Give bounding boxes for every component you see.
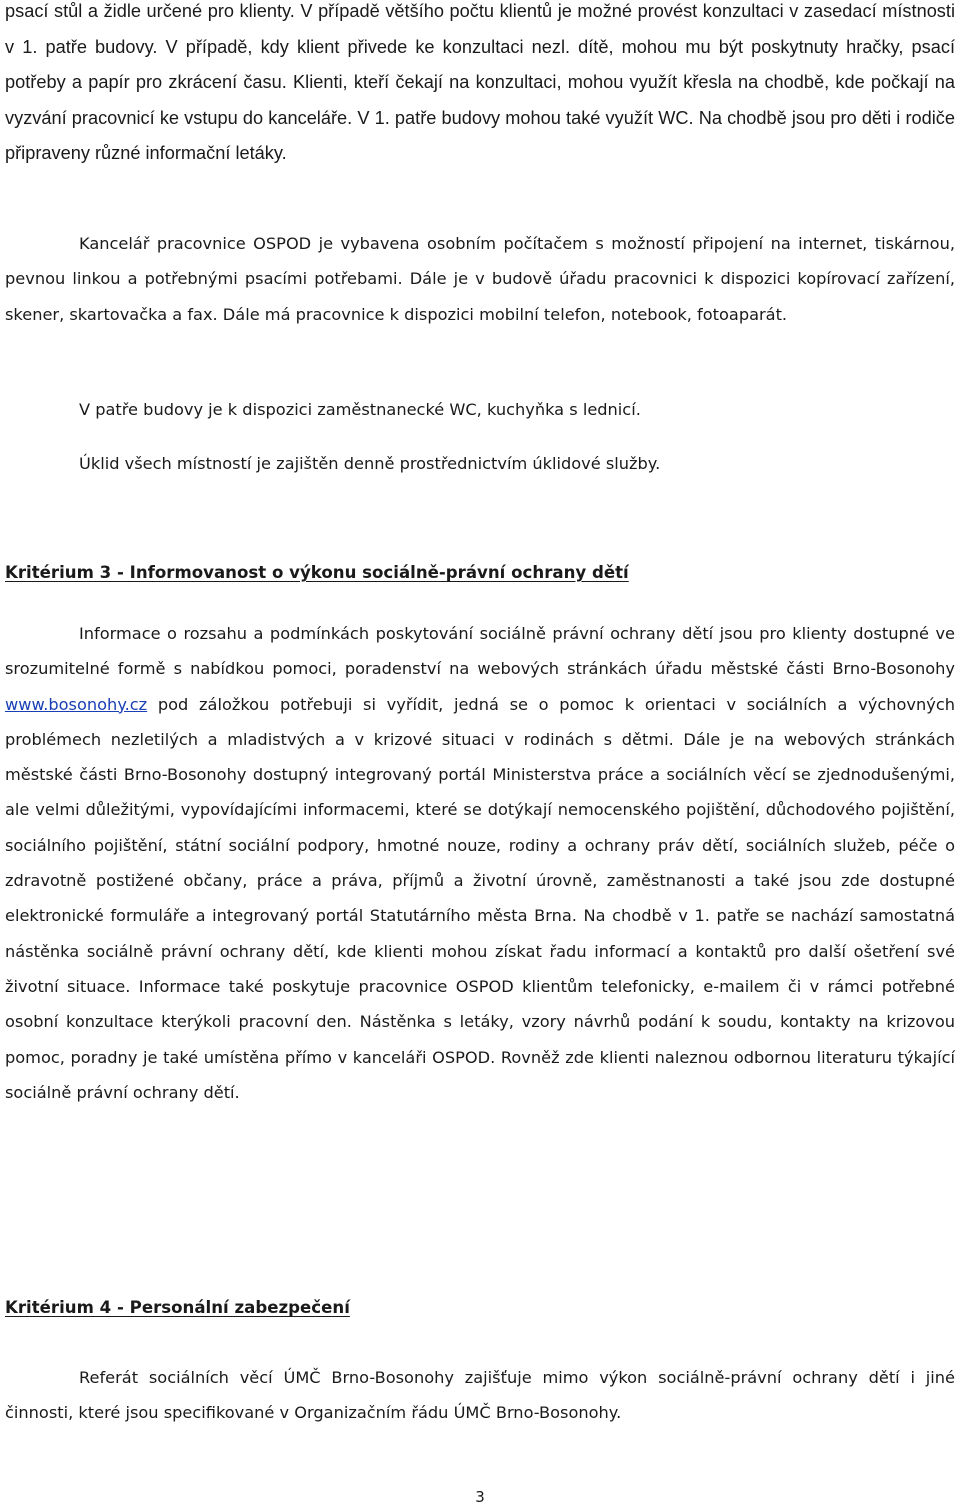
criterion-4-paragraph: Referát sociálních věcí ÚMČ Brno-Bosonohy zajišťuje mimo výkon sociálně-právní ochrany dětí i jiné činnosti, které jsou specifikované v Organizačním řádu ÚMČ Brno-Bosonohy. bbox=[5, 1368, 955, 1423]
website-link[interactable]: www.bosonohy.cz bbox=[5, 694, 148, 714]
criterion-3-paragraph bbox=[5, 616, 955, 1110]
intro-paragraph-3: V patře budovy je k dispozici zaměstnanecké WC, kuchyňka s lednicí. bbox=[79, 400, 641, 419]
criterion-4-heading: Kritérium 4 - Personální zabezpečení bbox=[5, 1298, 350, 1317]
intro-paragraph-4: Úklid všech místností je zajištěn denně prostřednictvím úklidové služby. bbox=[79, 454, 661, 473]
page-number: 3 bbox=[475, 1488, 485, 1506]
criterion-3-heading: Kritérium 3 - Informovanost o výkonu sociálně-právní ochrany dětí bbox=[5, 563, 629, 582]
intro-paragraph-2: Kancelář pracovnice OSPOD je vybavena osobním počítačem s možností připojení na internet, tiskárnou, pevnou linkou a potřebnými psacími potřebami. Dále je v budově úřadu pracovnici k dispozici kopírovací zařízení, skener, skartovačka a fax. Dále má pracovnice k dispozici mobilní telefon, notebook, fotoaparát. bbox=[5, 234, 955, 324]
criterion-3-text-after-link: pod záložkou potřebuji si vyřídit, jedná se o pomoc k orientaci v sociálních a výchovných problémech nezletilých a mladistvých a v krizové situaci v rodinách s dětmi. Dále je na webových stránkách městské části Brno-Bosonohy dostupný integrovaný portál Ministerstva práce a sociálních věcí se zjednodušenými, ale velmi důležitými, vypovídajícími informacemi, které se dotýkají nemocenského pojištění, důchodového pojištění, sociálního pojištění, státní sociální podpory, hmotné nouze, rodiny a ochrany práv dětí, sociálních služeb, péče o zdravotně postižené občany, práce a práva, příjmů a životní úrovně, zaměstnanosti a také jsou zde dostupné elektronické formuláře a integrovaný portál Statutárního města Brna. Na chodbě v 1. patře se nachází samostatná nástěnka sociálně právní ochrany dětí, kde klienti mohou získat řadu informací a kontaktů pro další ošetření své životní situace. Informace také poskytuje pracovnice OSPOD klientům telefonicky, e-mailem či v rámci potřebné osobní konzultace kterýkoli pracovní den. Nástěnka s letáky, vzory návrhů podání k soudu, kontakty na krizovou pomoc, poradny je také umístěna přímo v kanceláři OSPOD. Rovněž zde klienti naleznou odbornou literaturu týkající sociálně právní ochrany dětí. bbox=[5, 694, 955, 1102]
intro-paragraph-1: psací stůl a židle určené pro klienty. V případě většího počtu klientů je možné provést konzultaci v zasedací místnosti v 1. patře budovy. V případě, kdy klient přivede ke konzultaci nezl. dítě, mohou mu být poskytnuty hračky, psací potřeby a papír pro zkrácení času. Klienti, kteří čekají na konzultaci, mohou využít křesla na chodbě, kde počkají na vyzvání pracovnicí ke vstupu do kanceláře. V 1. patře budovy mohou také využít WC. Na chodbě jsou pro děti i rodiče připraveny různé informační letáky. bbox=[5, 1, 955, 163]
criterion-3-text-before-link: Informace o rozsahu a podmínkách poskytování sociálně právní ochrany dětí jsou pro klienty dostupné ve srozumitelné formě s nabídkou pomoci, poradenství na webových stránkách úřadu městské části Brno-Bosonohy bbox=[5, 624, 955, 679]
